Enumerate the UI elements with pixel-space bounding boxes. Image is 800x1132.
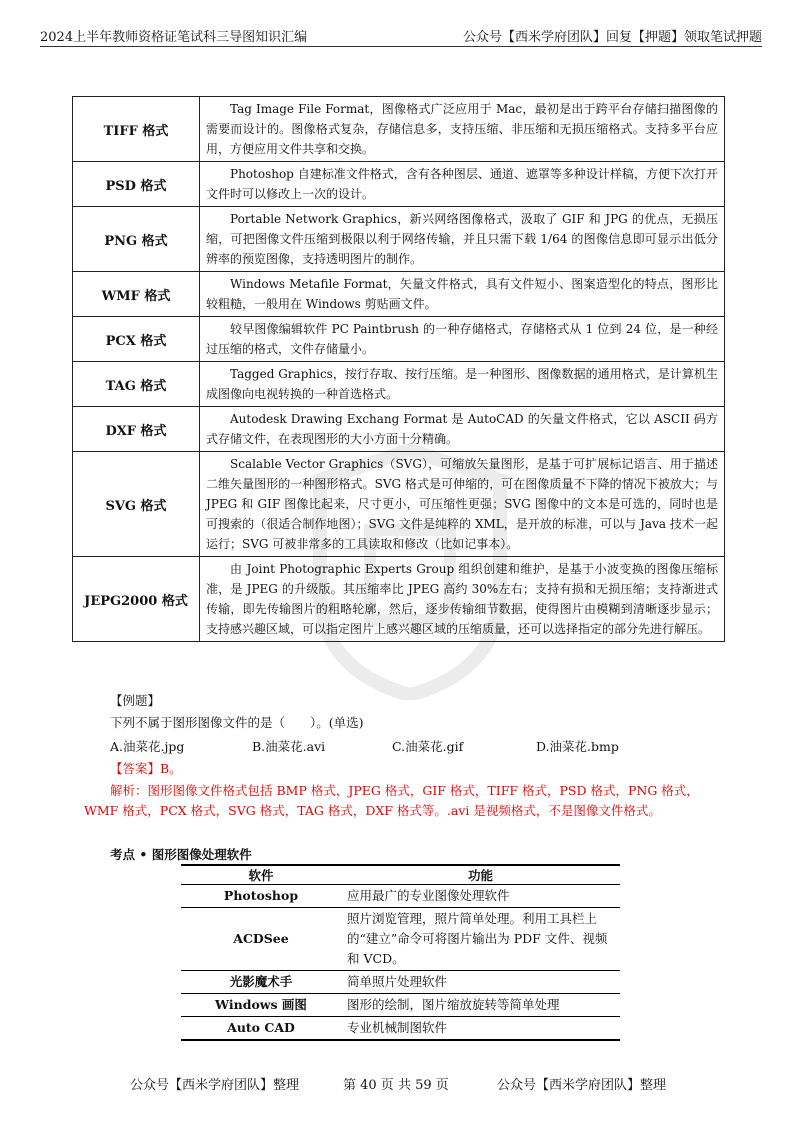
software-table [181,864,620,1041]
format-name: DXF 格式 [73,407,200,452]
analysis-line-2: WMF 格式，PCX 格式，SVG 格式，TAG 格式，DXF 格式等。.avi 是视频格式，不是图像文件格式。 [84,803,661,818]
format-name: TAG 格式 [73,362,200,407]
table-row [73,272,725,317]
table-header-row [181,865,620,885]
table-row [181,994,620,1017]
software-name: Photoshop [181,885,341,908]
format-description: Photoshop 自建标准文件格式，含有各种图层、通道、遮罩等多种设计样稿，方便下次打开文件时可以修改上一次的设计。 [200,162,725,207]
format-description: Windows Metafile Format，矢量文件格式，具有文件短小、图案造型化的特点，图形比较粗糙，一般用在 Windows 剪贴画文件。 [200,272,725,317]
software-function: 简单照片处理软件 [341,971,620,994]
option-d: D.油菜花.bmp [536,739,619,754]
analysis-line-1: 解析：图形图像文件格式包括 BMP 格式，JPEG 格式，GIF 格式，TIFF 格式，PSD 格式，PNG 格式， [110,783,699,798]
option-a: A.油菜花.jpg [110,739,185,754]
header-promo: 公众号【西米学府团队】回复【押题】领取笔试押题 [462,30,762,45]
page-number: 第 40 页 共 59 页 [343,1078,449,1093]
option-c: C.油菜花.gif [392,739,464,754]
software-function: 图形的绘制，图片缩放旋转等简单处理 [341,994,620,1017]
example-question: 下列不属于图形图像文件的是（ ）。(单选) [110,715,364,730]
format-description: 较早图像编辑软件 PC Paintbrush 的一种存储格式，存储格式从 1 位到 24 位，是一种经过压缩的格式，文件存储量小。 [200,317,725,362]
software-name: Auto CAD [181,1017,341,1041]
software-function: 照片浏览管理，照片简单处理。利用工具栏上的“建立”命令可将图片输出为 PDF 文件、视频和 VCD。 [341,908,620,971]
format-name: PCX 格式 [73,317,200,362]
footer-right: 公众号【西米学府团队】整理 [497,1078,667,1093]
column-header-software: 软件 [181,865,341,885]
software-name: Windows 画图 [181,994,341,1017]
table-row [73,162,725,207]
table-row [73,452,725,557]
format-description: Tagged Graphics，按行存取、按行压缩。是一种图形、图像数据的通用格式，是计算机生成图像向电视转换的一种首选格式。 [200,362,725,407]
table-row [73,207,725,272]
table-row [73,317,725,362]
header-title: 2024上半年教师资格证笔试科三导图知识汇编 [40,30,308,45]
format-name: TIFF 格式 [73,97,200,162]
table-row [181,885,620,908]
format-description: Scalable Vector Graphics（SVG），可缩放矢量图形，是基于可扩展标记语言、用于描述二维矢量图形的一种图形格式。SVG 格式是可伸缩的，可在图像质量不下降的情况下被放大；与 JPEG 和 GIF 图像比起来，尺寸更小，可压缩性更强；SVG 图像中的文本是可选的，同时也是可搜索的（很适合制作地图）；SVG 文件是纯粹的 XML，是开放的标准，可以与 Java 技术一起运行；SVG 可被非常多的工具读取和修改（比如记事本）。 [200,452,725,557]
table-row [181,1017,620,1041]
example-tag: 【例题】 [110,693,161,708]
option-b: B.油菜花.avi [252,739,326,754]
page-header [40,26,762,46]
format-name: SVG 格式 [73,452,200,557]
format-name: WMF 格式 [73,272,200,317]
table-row [181,971,620,994]
format-name: PNG 格式 [73,207,200,272]
footer-left: 公众号【西米学府团队】整理 [130,1078,300,1093]
format-description: Autodesk Drawing Exchang Format 是 AutoCAD 的矢量文件格式，它以 ASCII 码方式存储文件，在表现图形的大小方面十分精确。 [200,407,725,452]
software-function: 专业机械制图软件 [341,1017,620,1041]
format-name: PSD 格式 [73,162,200,207]
column-header-function: 功能 [341,865,620,885]
table-row [181,908,620,971]
format-description: 由 Joint Photographic Experts Group 组织创建和维护，是基于小波变换的图像压缩标准，是 JPEG 的升级版。其压缩率比 JPEG 高约 30%左右；支持有损和无损压缩；支持渐进式传输，即先传输图片的粗略轮廓，然后，逐步传输细节数据，使得图片由模糊到清晰逐步显示；支持感兴趣区域，可以指定图片上感兴趣区域的压缩质量，还可以选择指定的部分先进行解压。 [200,557,725,642]
table-row [73,362,725,407]
format-description: Portable Network Graphics，新兴网络图像格式，汲取了 GIF 和 JPG 的优点，无损压缩，可把图像文件压缩到极限以利于网络传输，并且只需下载 1/64 的图像信息即可显示出低分辨率的预览图像，支持透明图片的制作。 [200,207,725,272]
section-title: 考点 • 图形图像处理软件 [110,847,252,862]
example-options [110,737,710,757]
format-description: Tag Image File Format，图像格式广泛应用于 Mac，最初是出于跨平台存储扫描图像的需要而设计的。图像格式复杂，存储信息多，支持压缩、非压缩和无损压缩格式。支持多平台应用，方便应用文件共享和交换。 [200,97,725,162]
software-name: 光影魔术手 [181,971,341,994]
software-function: 应用最广的专业图像处理软件 [341,885,620,908]
image-format-table [72,96,725,642]
table-row [73,407,725,452]
software-name: ACDSee [181,908,341,971]
table-row [73,97,725,162]
header-divider [40,46,762,47]
format-name: JEPG2000 格式 [73,557,200,642]
table-row [73,557,725,642]
answer-text: 【答案】B。 [110,761,182,776]
